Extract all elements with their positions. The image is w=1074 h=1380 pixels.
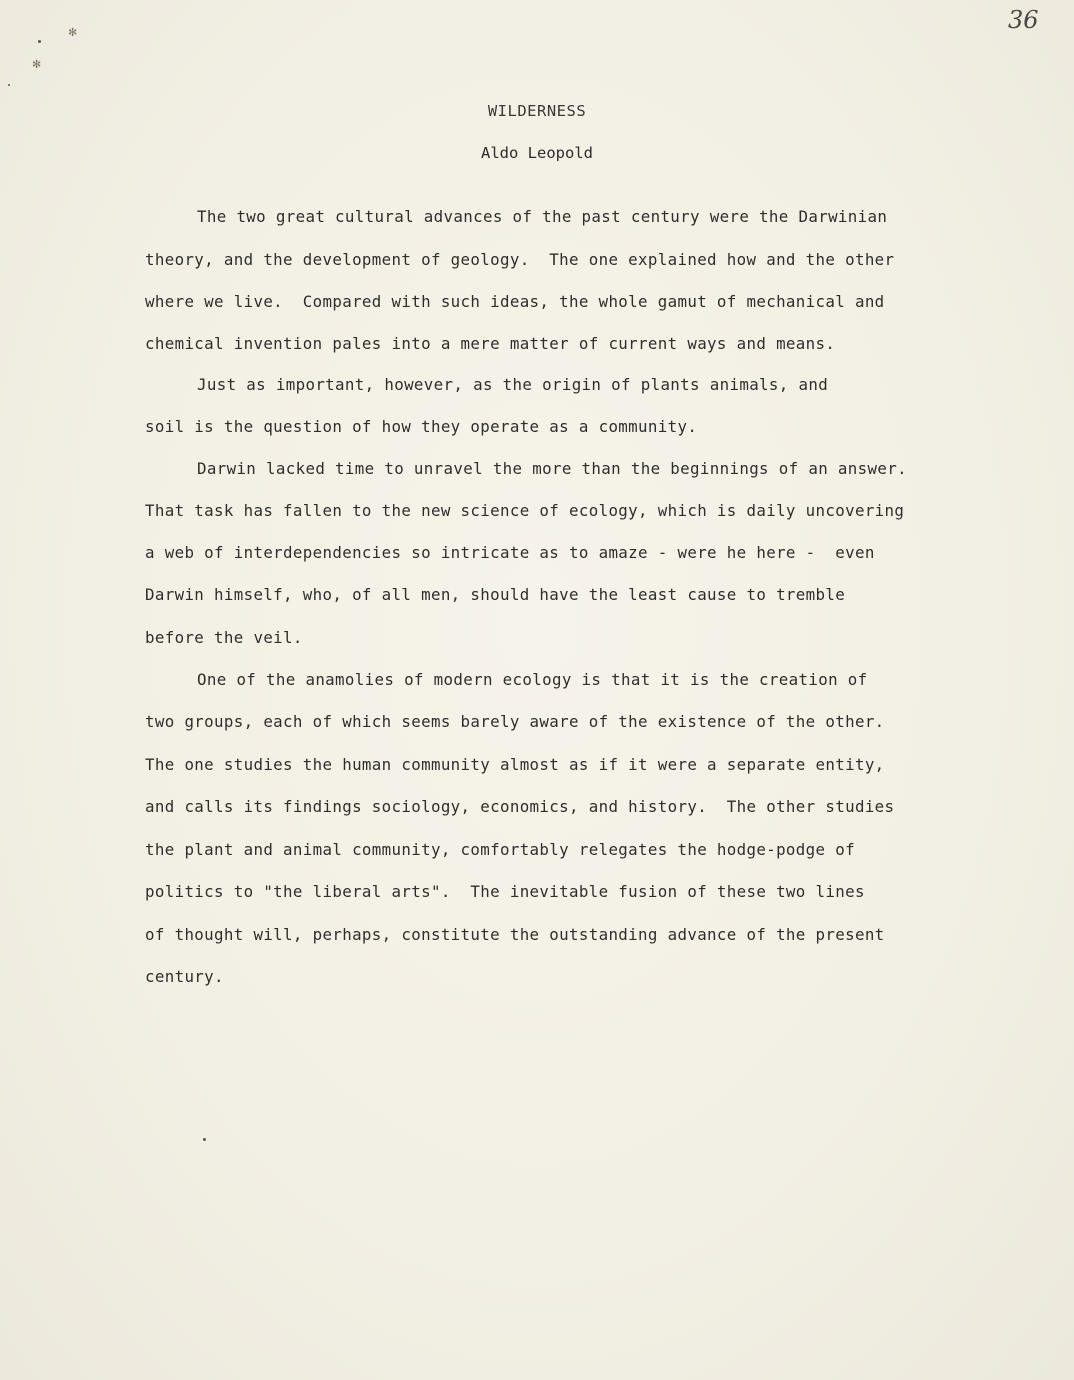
text-line: a web of interdependencies so intricate as to amaze - were he here - even — [145, 543, 875, 562]
paper-speck — [38, 40, 41, 43]
text-line: where we live. Compared with such ideas, the whole gamut of mechanical and — [145, 292, 885, 311]
paper-speck — [203, 1138, 206, 1141]
text-line: and calls its findings sociology, economics, and history. The other studies — [145, 797, 895, 816]
text-line: The two great cultural advances of the past century were the Darwinian — [197, 207, 888, 226]
text-line: Just as important, however, as the origin of plants animals, and — [197, 375, 829, 394]
text-line: Darwin lacked time to unravel the more than the beginnings of an answer. — [197, 459, 907, 478]
text-line: theory, and the development of geology. The one explained how and the other — [145, 250, 895, 269]
text-line: two groups, each of which seems barely aware of the existence of the other. — [145, 712, 885, 731]
ink-mark: ✻ — [32, 58, 42, 71]
text-line: The one studies the human community almost as if it were a separate entity, — [145, 755, 885, 774]
page-number: 36 — [1008, 6, 1039, 34]
document-title: WILDERNESS — [487, 102, 587, 120]
text-line: politics to "the liberal arts". The inevitable fusion of these two lines — [145, 882, 865, 901]
text-line: Darwin himself, who, of all men, should have the least cause to tremble — [145, 585, 846, 604]
text-line: One of the anamolies of modern ecology is that it is the creation of — [197, 670, 868, 689]
text-line: chemical invention pales into a mere matter of current ways and means. — [145, 334, 836, 353]
author-name: Aldo Leopold — [481, 144, 593, 162]
paper-speck — [8, 84, 10, 86]
text-line: the plant and animal community, comfortably relegates the hodge-podge of — [145, 840, 855, 859]
text-line: of thought will, perhaps, constitute the outstanding advance of the present — [145, 925, 885, 944]
text-line: soil is the question of how they operate as a community. — [145, 417, 698, 436]
text-line: century. — [145, 967, 224, 986]
ink-mark: ✻ — [68, 26, 78, 39]
text-line: That task has fallen to the new science of ecology, which is daily uncovering — [145, 501, 905, 520]
text-line: before the veil. — [145, 628, 303, 647]
